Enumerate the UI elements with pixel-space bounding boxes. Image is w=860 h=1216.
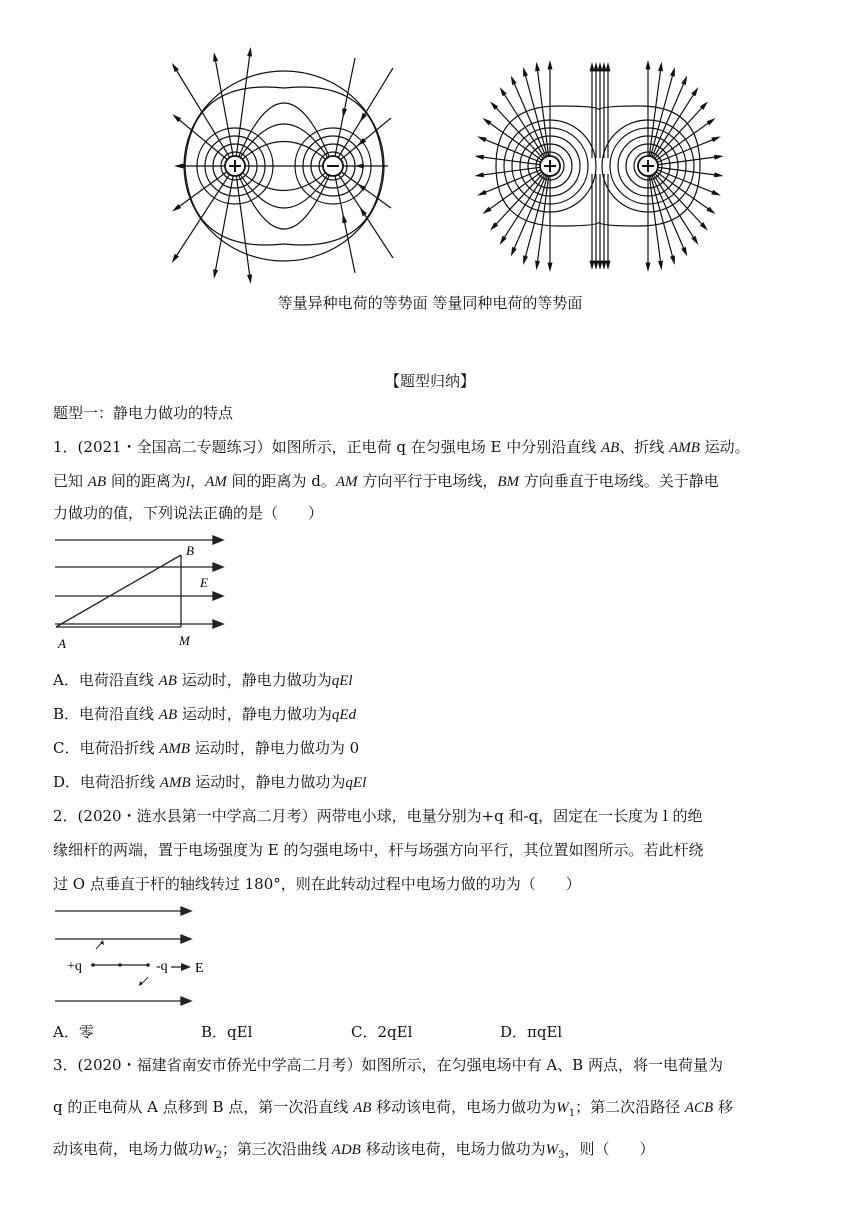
positive-charge-left-icon [540, 156, 560, 176]
positive-charge-right-icon [638, 156, 658, 176]
q3-line-2: q 的正电荷从 A 点移到 B 点，第一次沿直线 AB 移动该电荷，电场力做功为$W_1$；第二次沿路径 ACB 移 [53, 1098, 733, 1119]
q1-line-1: 1．(2021・全国高二专题练习）如图所示，正电荷 q 在匀强电场 E 中分别沿直线 AB、折线 AMB 运动。 [53, 438, 750, 456]
q1-fig-label-a: A [58, 636, 66, 651]
q2-option-c[interactable]: C．2qEl [351, 1023, 413, 1041]
q3-line-3: 动该电荷，电场力做功$W_2$；第三次沿曲线 ADB 移动该电荷，电场力做功为$W_3$，则（ ） [53, 1140, 655, 1161]
q1-figure [53, 535, 233, 655]
q1-option-b[interactable]: B．电荷沿直线 AB 运动时，静电力做功为qEd [53, 705, 357, 723]
q1-option-a[interactable]: A．电荷沿直线 AB 运动时，静电力做功为qEl [53, 671, 353, 689]
positive-charge-icon [225, 156, 245, 176]
q1-fig-label-e: E [200, 575, 208, 590]
q1-fig-label-b: B [186, 543, 194, 558]
opposite-charges-figure [165, 58, 385, 278]
section-title: 【题型归纳】 [384, 372, 475, 390]
q1-line-3: 力做功的值，下列说法正确的是（ ） [53, 504, 324, 522]
q2-line-1: 2．(2020・涟水县第一中学高二月考）两带电小球，电量分别为+q 和-q，固定在一长度为 l 的绝 [53, 807, 703, 825]
q2-line-2: 缘细杆的两端，置于电场强度为 E 的匀强电场中，杆与场强方向平行，其位置如图所示。若此杆绕 [53, 841, 704, 859]
q2-option-b[interactable]: B．qEl [201, 1023, 253, 1041]
q3-line-1: 3．(2020・福建省南安市侨光中学高二月考）如图所示，在匀强电场中有 A、B 两点，将一电荷量为 [53, 1056, 723, 1074]
q2-fig-label-e: E [195, 961, 204, 976]
q1-fig-label-m: M [179, 633, 190, 648]
negative-charge-icon [323, 156, 343, 176]
q2-fig-minus-q: -q [156, 959, 168, 974]
like-charges-figure [478, 58, 718, 278]
q2-option-d[interactable]: D．πqEl [500, 1023, 563, 1041]
q1-option-d[interactable]: D．电荷沿折线 AMB 运动时，静电力做功为qEl [53, 773, 367, 791]
figure-caption: 等量异种电荷的等势面 等量同种电荷的等势面 [277, 294, 583, 312]
q2-fig-plus-q: +q [67, 959, 82, 974]
q2-figure [53, 905, 223, 1015]
q2-option-a[interactable]: A．零 [53, 1023, 94, 1041]
q2-line-3: 过 O 点垂直于杆的轴线转过 180°，则在此转动过程中电场力做的功为（ ） [53, 875, 581, 893]
type1-title: 题型一：静电力做功的特点 [53, 404, 234, 422]
q1-line-2: 已知 AB 间的距离为l，AM 间的距离为 d。AM 方向平行于电场线，BM 方向垂直于电场线。关于静电 [53, 472, 719, 490]
q1-option-c[interactable]: C．电荷沿折线 AMB 运动时，静电力做功为 0 [53, 739, 360, 757]
